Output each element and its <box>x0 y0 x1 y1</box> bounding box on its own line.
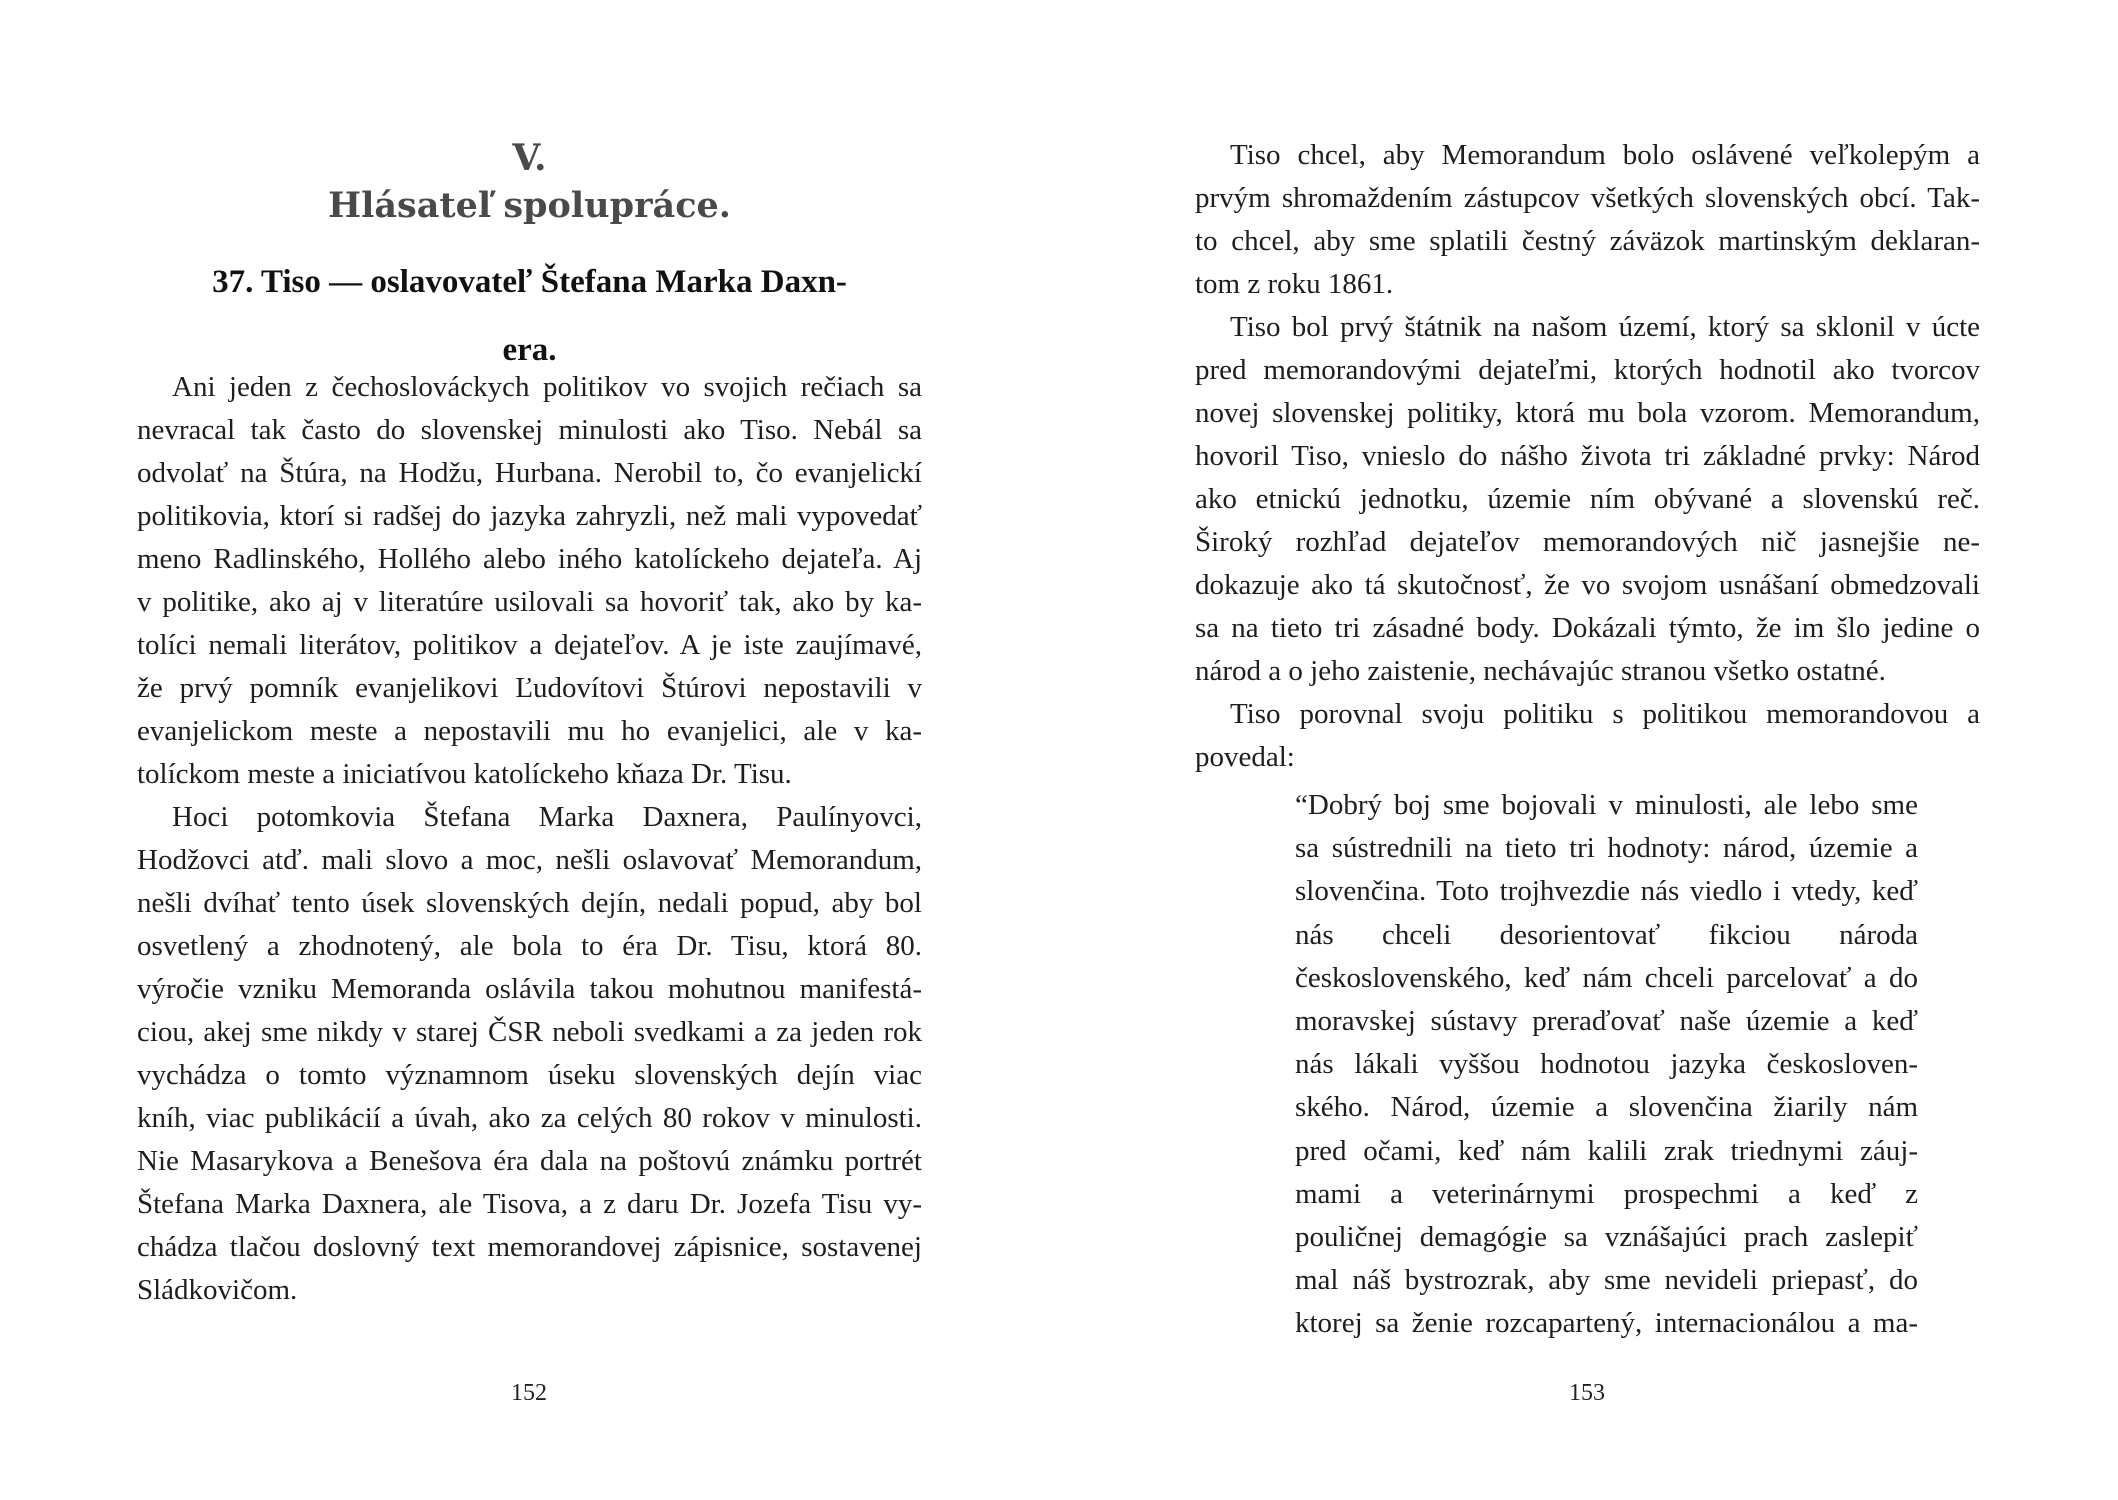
block-quote <box>1295 784 1918 1345</box>
section-title-line: era. <box>502 332 557 368</box>
section-title <box>137 248 922 384</box>
quote-line: ského. Národ, územie a slovenčina žiarily nám <box>1295 1091 1918 1124</box>
text-line: pred memorandovými dejateľmi, ktorých hodnotil ako tvorcov <box>1195 354 1980 386</box>
quote-line: slovenčina. Toto trojhvezdie nás viedlo i vtedy, keď <box>1295 875 1918 908</box>
quote-line: nás chceli desorientovať fikciou národa <box>1295 918 1918 951</box>
text-line: povedal: <box>1195 741 1295 773</box>
text-line: chádza tlačou doslovný text memorandovej zápisnice, sostavenej <box>137 1231 922 1263</box>
quote-line: pouličnej demagógie sa vznášajúci prach zaslepiť <box>1295 1220 1918 1253</box>
text-line: kníh, viac publikácií a úvah, ako za celých 80 rokov v minulosti. <box>137 1102 922 1134</box>
text-line: Ani jeden z čechoslováckych politikov vo svojich rečiach sa <box>172 371 922 403</box>
text-line: Hoci potomkovia Štefana Marka Daxnera, Paulínyovci, <box>172 801 922 833</box>
text-line: vychádza o tomto významnom úseku slovenských dejín viac <box>137 1059 922 1091</box>
text-line: Nie Masarykova a Benešova éra dala na poštovú známku portrét <box>137 1145 922 1177</box>
text-line: ciou, akej sme nikdy v starej ČSR neboli svedkami a za jeden rok <box>137 1016 922 1048</box>
paragraph <box>1195 693 1980 779</box>
text-line: národ a o jeho zaistenie, nechávajúc stranou všetko ostatné. <box>1195 655 1886 687</box>
text-line: novej slovenskej politiky, ktorá mu bola vzorom. Memorandum, <box>1195 397 1980 429</box>
text-line: tolíci nemali literátov, politikov a dejateľov. A je iste zaujímavé, <box>137 629 922 661</box>
quote-line: nás lákali vyššou hodnotou jazyka českosloven- <box>1295 1048 1918 1081</box>
text-line: odvolať na Štúra, na Hodžu, Hurbana. Nerobil to, čo evanjelickí <box>137 457 922 489</box>
text-line: že prvý pomník evanjelikovi Ľudovítovi Štúrovi nepostavili v <box>137 672 922 704</box>
text-line: osvetlený a zhodnotený, ale bola to éra Dr. Tisu, ktorá 80. <box>137 930 922 962</box>
quote-line: mal náš bystrozrak, aby sme nevideli priepasť, do <box>1295 1264 1918 1297</box>
text-line: Hodžovci atď. mali slovo a moc, nešli oslavovať Memorandum, <box>137 844 922 876</box>
text-line: Sládkovičom. <box>137 1274 298 1306</box>
chapter-number: V. <box>512 137 547 179</box>
text-line: dokazuje ako tá skutočnosť, že vo svojom usnášaní obmedzovali <box>1195 569 1980 601</box>
left-page-body <box>137 366 922 1312</box>
paragraph <box>137 366 922 796</box>
quote-line: sa sústrednili na tieto tri hodnoty: národ, územie a <box>1295 832 1918 865</box>
text-line: Tiso bol prvý štátnik na našom území, ktorý sa sklonil v úcte <box>1230 311 1980 343</box>
text-line: ako etnickú jednotku, územie ním obývané a slovenskú reč. <box>1195 483 1980 515</box>
section-title-line: 37. Tiso — oslavovateľ Štefana Marka Daxn- <box>212 264 847 300</box>
quote-line: československého, keď nám chceli parcelovať a do <box>1295 961 1918 994</box>
text-line: nevracal tak často do slovenskej minulosti ako Tiso. Nebál sa <box>137 414 922 446</box>
paragraph <box>1195 306 1980 693</box>
text-line: výročie vzniku Memoranda oslávila takou mohutnou manifestá- <box>137 973 922 1005</box>
text-line: Tiso porovnal svoju politiku s politikou memorandovou a <box>1230 698 1980 730</box>
quote-line: pred očami, keď nám kalili zrak triednymi záuj- <box>1295 1134 1918 1167</box>
text-line: nešli dvíhať tento úsek slovenských dejín, nedali popud, aby bol <box>137 887 922 919</box>
chapter-title: Hlásateľ spolupráce. <box>328 185 731 226</box>
quote-line: “Dobrý boj sme bojovali v minulosti, ale lebo sme <box>1295 789 1918 821</box>
text-line: to chcel, aby sme splatili čestný záväzok martinským deklaran- <box>1195 225 1980 257</box>
page-number: 152 <box>511 1380 547 1406</box>
text-line: evanjelickom meste a nepostavili mu ho evanjelici, ale v ka- <box>137 715 922 747</box>
quote-line: moravskej sústavy preraďovať naše územie a keď <box>1295 1004 1918 1037</box>
text-line: hovoril Tiso, vnieslo do nášho života tri základné prvky: Národ <box>1195 440 1980 472</box>
page-number: 153 <box>1569 1380 1605 1406</box>
text-line: tolíckom meste a iniciatívou katolíckeho kňaza Dr. Tisu. <box>137 758 792 790</box>
paragraph <box>137 796 922 1312</box>
quote-line: mami a veterinárnymi prospechmi a keď z <box>1295 1177 1918 1210</box>
text-line: v politike, ako aj v literatúre usilovali sa hovoriť tak, ako by ka- <box>137 586 922 618</box>
text-line: meno Radlinského, Hollého alebo iného katolíckeho dejateľa. Aj <box>137 543 922 575</box>
text-line: Široký rozhľad dejateľov memorandových nič jasnejšie ne- <box>1195 526 1980 558</box>
text-line: politikovia, ktorí si radšej do jazyka zahryzli, než mali vypovedať <box>137 500 922 532</box>
text-line: Štefana Marka Daxnera, ale Tisova, a z daru Dr. Jozefa Tisu vy- <box>137 1188 922 1220</box>
right-page-body <box>1195 134 1980 779</box>
quote-line: ktorej sa ženie rozcapartený, internacionálou a ma- <box>1295 1307 1918 1340</box>
text-line: prvým shromaždením zástupcov všetkých slovenských obcí. Tak- <box>1195 182 1980 214</box>
text-line: tom z roku 1861. <box>1195 268 1394 300</box>
text-line: Tiso chcel, aby Memorandum bolo oslávené veľkolepým a <box>1230 139 1980 171</box>
text-line: sa na tieto tri zásadné body. Dokázali týmto, že im šlo jedine o <box>1195 612 1980 644</box>
paragraph <box>1195 134 1980 306</box>
